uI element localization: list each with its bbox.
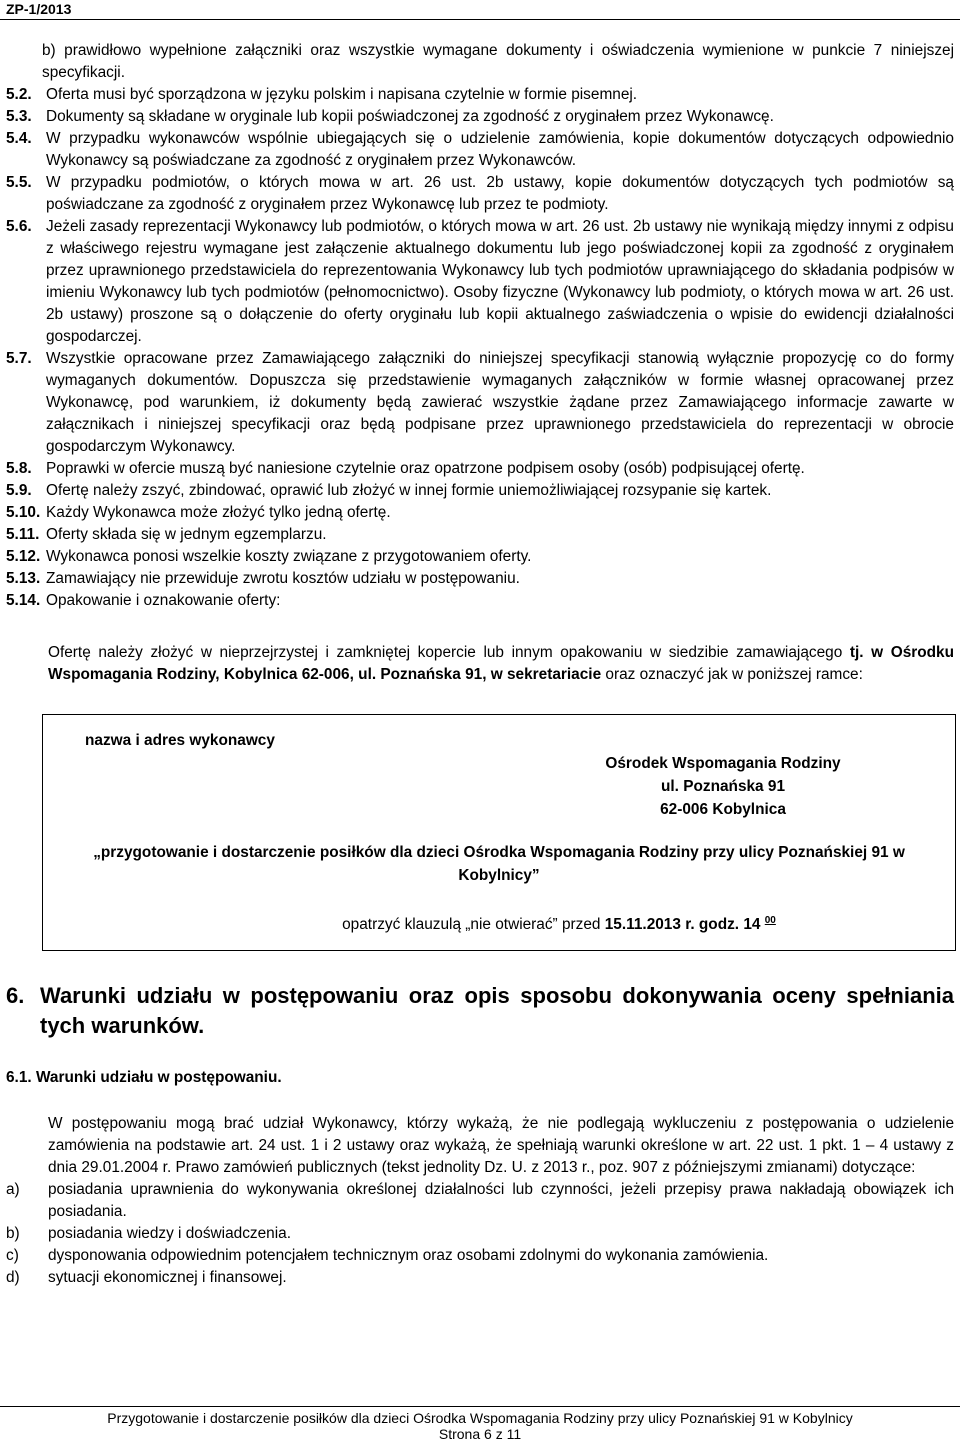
item-text: Zamawiający nie przewiduje zwrotu kosztów udziału w postępowaniu. xyxy=(46,570,520,587)
item-number: 5.7. xyxy=(6,350,32,367)
list-item xyxy=(6,546,954,568)
item-text: Każdy Wykonawca może złożyć tylko jedną ofertę. xyxy=(46,504,391,521)
item-text: Wszystkie opracowane przez Zamawiającego załączniki do niniejszej specyfikacji stanowią wyłącznie propozycję co do formy wymaganych dokumentów. Dopuszcza się przedstawienie wymaganych załączników w formie własnej opracowanej przez Wykonawcę, pod warunkiem, iż dokumenty będą zawierać wszystkie żądane przez Zamawiającego informacje zawarte w załącznikach i niniejszej specyfikacji oraz będą podpisane przez uprawnionego przedstawiciela do reprezentacji w obrocie gospodarczym Wykonawcy. xyxy=(46,350,954,455)
condition-item xyxy=(6,1267,954,1289)
item-text: Poprawki w ofercie muszą być naniesione czytelnie oraz opatrzone podpisem osoby (osób) podpisującej ofertę. xyxy=(46,460,805,477)
recipient-street: ul. Poznańska 91 xyxy=(660,778,786,795)
list-item xyxy=(6,172,954,216)
list-item xyxy=(6,84,954,106)
list-item xyxy=(6,348,954,458)
item-text: Ofertę należy zszyć, zbindować, oprawić lub złożyć w innej formie uniemożliwiającej rozsypanie się kartek. xyxy=(46,482,772,499)
condition-letter: c) xyxy=(6,1247,19,1265)
page-content xyxy=(6,40,954,1289)
condition-text: posiadania wiedzy i doświadczenia. xyxy=(48,1225,291,1243)
list-item xyxy=(6,106,954,128)
item-text: Oferta musi być sporządzona w języku polskim i napisana czytelnie w formie pisemnej. xyxy=(46,86,638,103)
list-item xyxy=(6,458,954,480)
item-number: 5.5. xyxy=(6,174,32,191)
item-number: 5.4. xyxy=(6,130,32,147)
section-number: 6. xyxy=(6,983,25,1009)
document-code: ZP-1/2013 xyxy=(6,1,72,17)
clause-date: 15.11.2013 r. godz. 14 xyxy=(604,916,761,934)
item-number: 5.9. xyxy=(6,482,32,499)
item-text: W przypadku wykonawców wspólnie ubiegających się o udzielenie zamówienia, kopie dokumentów dotyczących odpowiednio Wykonawcy są poświadczane za zgodność z oryginałem przez Wykonawców. xyxy=(46,130,954,169)
list-item xyxy=(6,568,954,590)
condition-text: posiadania uprawnienia do wykonywania określonej działalności lub czynności, jeżeli przepisy prawa nakładają obowiązek ich posiadania. xyxy=(48,1181,954,1221)
item-number: 5.8. xyxy=(6,460,32,477)
do-not-open-clause xyxy=(163,909,955,936)
condition-letter: d) xyxy=(6,1269,20,1287)
page-number: Strona 6 z 11 xyxy=(438,1426,522,1442)
item-text: Dokumenty są składane w oryginale lub kopii poświadczonej za zgodność z oryginałem przez Wykonawcę. xyxy=(46,108,774,125)
item-number: 5.6. xyxy=(6,218,32,235)
page-footer xyxy=(0,1410,960,1442)
conditions-intro: W postępowaniu mogą brać udział Wykonawcy, którzy wykażą, że nie podlegają wykluczeniu z postępowania o udzielenie zamówienia na podstawie art. 24 ust. 1 i 2 ustawy oraz wykażą, że spełniają warunki określone w art. 22 ust. 1 pkt. 1 – 4 ustawy z dnia 29.01.2004 r. Prawo zamówień publicznych (tekst jednolity Dz. U. z 2013 r., poz. 907 z późniejszymi zmianami) dotyczące: xyxy=(48,1115,954,1177)
recipient-city: 62-006 Kobylnica xyxy=(660,801,786,818)
offer-subject: „przygotowanie i dostarczenie posiłków dla dzieci Ośrodka Wspomagania Rodziny przy ulicy Poznańskiej 91 w Kobylnicy” xyxy=(93,844,905,884)
list-item xyxy=(6,216,954,348)
condition-item xyxy=(6,1245,954,1267)
list-item xyxy=(6,128,954,172)
item-text: Wykonawca ponosi wszelkie koszty związane z przygotowaniem oferty. xyxy=(46,548,532,565)
envelope-label-frame xyxy=(42,714,956,951)
list-item xyxy=(6,480,954,502)
condition-text: sytuacji ekonomicznej i finansowej. xyxy=(48,1269,287,1287)
item-number: 5.13. xyxy=(6,570,41,587)
condition-text: dysponowania odpowiednim potencjałem technicznym oraz osobami zdolnymi do wykonania zamówienia. xyxy=(48,1247,769,1265)
packaging-paragraph xyxy=(48,642,954,686)
header-divider xyxy=(0,19,960,20)
section-heading xyxy=(6,981,954,1041)
item-text: b) prawidłowo wypełnione załączniki oraz wszystkie wymagane dokumenty i oświadczenia wymienione w punkcie 7 niniejszej specyfikacji. xyxy=(42,42,954,81)
sender-placeholder: nazwa i adres wykonawcy xyxy=(85,732,275,749)
item-number: 5.3. xyxy=(6,108,32,125)
list-item xyxy=(6,502,954,524)
packaging-location: tj. w Ośrodku Wspomagania Rodziny, Kobylnica 62-006, ul. Poznańska 91, w sekretariacie xyxy=(48,644,955,683)
item-text: Jeżeli zasady reprezentacji Wykonawcy lub podmiotów, o których mowa w art. 26 ust. 2b ustawy nie wynikają między innymi z odpisu z właściwego rejestru wymagane jest załączenie aktualnego dokumentu lub jego poświadczonej kopii za zgodność z oryginałem przez uprawnionego przedstawiciela do reprezentowania Wykonawcy lub tych podmiotów uprawniającego do składania podpisów w imieniu Wykonawcy lub tych podmiotów (pełnomocnictwo). Osoby fizyczne (Wykonawcy lub podmioty, o których mowa w art. 26 ust. 2b ustawy) proszone są o dołączenie do oferty oryginału lub kopii aktualnego zaświadczenia o wpisie do ewidencji działalności gospodarczej. xyxy=(46,218,954,345)
item-number: 5.12. xyxy=(6,548,41,565)
item-number: 5.10. xyxy=(6,504,41,521)
list-item xyxy=(6,590,954,612)
section-title: Warunki udziału w postępowaniu oraz opis sposobu dokonywania oceny spełniania tych warunków. xyxy=(40,983,954,1039)
condition-item xyxy=(6,1223,954,1245)
condition-letter: b) xyxy=(6,1225,20,1243)
item-number: 5.11. xyxy=(6,526,40,543)
footer-divider xyxy=(0,1406,960,1407)
packaging-text-end: oraz oznaczyć jak w poniższej ramce: xyxy=(601,666,863,683)
item-text: Opakowanie i oznakowanie oferty: xyxy=(46,592,281,609)
item-text: W przypadku podmiotów, o których mowa w art. 26 ust. 2b ustawy, kopie dokumentów dotyczących tych podmiotów są poświadczane za zgodność z oryginałem przez Wykonawcę lub przez te podmioty. xyxy=(46,174,954,213)
clause-text: opatrzyć klauzulą „nie otwierać” przed xyxy=(342,916,605,934)
subsection-heading: 6.1. Warunki udziału w postępowaniu. xyxy=(6,1069,282,1087)
list-item xyxy=(42,40,954,84)
clause-minutes: 00 xyxy=(764,915,776,926)
recipient-name: Ośrodek Wspomagania Rodziny xyxy=(605,755,841,772)
item-number: 5.2. xyxy=(6,86,32,103)
item-number: 5.14. xyxy=(6,592,41,609)
packaging-text: Ofertę należy złożyć w nieprzejrzystej i zamkniętej kopercie lub innym opakowaniu w siedzibie zamawiającego xyxy=(48,644,850,661)
list-item xyxy=(6,524,954,546)
condition-letter: a) xyxy=(6,1181,20,1199)
condition-item xyxy=(6,1179,954,1223)
footer-title: Przygotowanie i dostarczenie posiłków dla dzieci Ośrodka Wspomagania Rodziny przy ulicy Poznańskiej 91 w Kobylnicy xyxy=(107,1410,853,1426)
item-text: Oferty składa się w jednym egzemplarzu. xyxy=(46,526,327,543)
